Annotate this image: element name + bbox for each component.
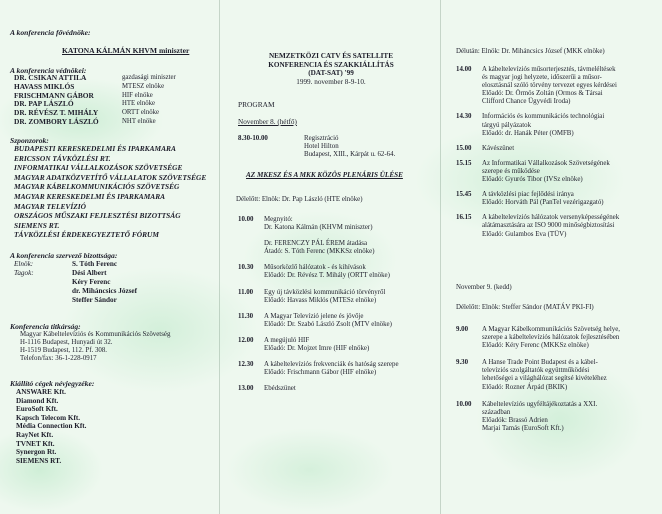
schedule-line: és magyar jogi helyzete, időszerűi a műsor- (482, 74, 602, 82)
sponsor-item: MAGYAR TELEVÍZIÓ (14, 201, 86, 211)
committee-list (14, 260, 214, 305)
committee-row (14, 287, 214, 296)
schedule-item (456, 214, 654, 238)
schedule-topic: Az Informatikai Vállalkozások Szövetségének (482, 159, 610, 167)
schedule-topic: Kábeltelevíziós ugyféltájékoztatás a XXI. (482, 400, 598, 408)
sponsor-item: BUDAPESTI KERESKEDELMI ÉS IPARKAMARA (14, 144, 176, 153)
schedule-line: alátámasztására az ISO 9000 minőségbiztosítási (482, 222, 615, 230)
schedule-line: Előadó: Dr. Szabó László Zsolt (MTV elnöke) (264, 320, 392, 328)
schedule-item (238, 216, 434, 232)
panel-program-day1 (226, 8, 436, 508)
secretariat-line: H-1519 Budapest, 112. Pf. 308. (20, 347, 108, 355)
schedule-line: Előadó: dr. Hanák Péter (OMFB) (482, 129, 574, 137)
host-org: HIF elnöke (122, 91, 153, 99)
schedule-topic: Egy új távközlési kommunikáció törvényről (264, 288, 386, 296)
committee-member: Dési Albert (72, 269, 107, 277)
schedule-item (238, 361, 434, 377)
schedule-item (456, 66, 654, 106)
exhibitors-list (16, 388, 211, 465)
schedule-topic: Kávészünet (482, 144, 515, 152)
committee-row (14, 296, 214, 305)
day2-morning-chair: Délelőtt: Elnök: Steffer Sándor (MATÁV PKI-FI) (456, 304, 594, 311)
schedule-line: Előadó: Dr. Mojzet Imre (HIF elnöke) (264, 345, 370, 353)
schedule-item (238, 313, 434, 329)
sponsor-item: SIEMENS RT. (14, 220, 60, 230)
registration-time: 8.30-10.00 (238, 135, 268, 142)
schedule-line: tárgyú pályázatok (482, 121, 532, 129)
schedule-details (264, 216, 434, 232)
schedule-line: Átadó: S. Tóth Ferenc (MKKSz elnöke) (264, 248, 375, 256)
schedule-line: Dr. Katona Kálmán (KHVM miniszter) (264, 224, 373, 232)
schedule-item (456, 326, 654, 350)
schedule-item (456, 160, 654, 184)
schedule-topic: A kábeltelevíziós frekvenciák és hatóság szerepe (264, 361, 399, 369)
schedule-item (238, 337, 434, 353)
sponsors-heading: Szponzorok: (10, 136, 49, 145)
schedule-topic: Műsorközlő hálózatok - és kihívások (264, 264, 366, 272)
host-name: FRISCHMANN GÁBOR (14, 90, 94, 100)
panel-committees (6, 8, 214, 508)
schedule-details (482, 326, 654, 350)
afternoon-chair: Délután: Elnök: Dr. Miháncsics József (MKK elnöke) (456, 48, 605, 55)
sponsor-item: MAGYAR ADATKÖZVETÍTŐ VÁLLALATOK SZÖVETSÉGE (14, 172, 207, 182)
sponsor-item: INFORMATIKAI VÁLLALKOZÁSOK SZÖVETSÉGE (14, 163, 183, 173)
schedule-time: 15.00 (456, 144, 472, 152)
schedule-details (482, 113, 654, 137)
schedule-time: 15.15 (456, 159, 472, 167)
schedule-time: 12.30 (238, 361, 254, 369)
committee-member: Steffer Sándor (72, 296, 117, 304)
schedule-time: 9.00 (456, 326, 469, 333)
schedule-line: lehetőségei a világhálózat segítsé kivételéhez (482, 375, 607, 383)
schedule-line: Előadó: Dr. Révész T. Mihály (ORTT elnöke) (264, 272, 390, 280)
schedule-line: Előadó: Dr. Örmös Zoltán (Ormos & Társai (482, 90, 603, 98)
hosts-heading: A konferencia védnökei: (10, 66, 87, 75)
secretariat-line: H-1116 Budapest, Hunyadi út 32. (20, 339, 113, 347)
registration-details (304, 135, 395, 159)
schedule-line: Előadó: Frischmann Gábor (HIF elnöke) (264, 369, 377, 377)
hosts-list (14, 74, 214, 127)
schedule-time: 10.00 (238, 216, 254, 223)
committee-role (14, 296, 72, 305)
schedule-details (264, 313, 434, 329)
secretariat-block (20, 331, 214, 363)
committee-role (14, 287, 72, 296)
schedule-details (264, 361, 434, 377)
patron-heading: A konferencia fővédnöke: (10, 28, 91, 37)
schedule-details (482, 214, 654, 238)
sponsor-item: ORSZÁGOS MŰSZAKI FEJLESZTÉSI BIZOTTSÁG (14, 211, 181, 221)
schedule-item (456, 191, 654, 207)
schedule-details (264, 385, 434, 393)
day1-afternoon-schedule (456, 66, 654, 246)
host-name: DR. PAP LÁSZLÓ (14, 99, 74, 109)
schedule-line: elosztásnál szóló törvény tervezet egyes kérdései (482, 82, 617, 90)
schedule-details (264, 240, 434, 256)
schedule-item (456, 401, 654, 433)
secretariat-heading: Konferencia titkárság: (10, 322, 81, 331)
host-org: NHT elnöke (122, 117, 156, 125)
schedule-details (482, 191, 654, 207)
schedule-line: televíziós szolgáltatók együttműködési (482, 367, 590, 375)
sponsor-item: MAGYAR KERESKEDELMI ÉS IPARKAMARA (14, 191, 166, 201)
schedule-time: 13.00 (238, 385, 254, 393)
schedule-topic: Dr. FERENCZY PÁL ÉREM átadása (264, 240, 368, 248)
day1-morning-schedule (238, 216, 434, 401)
schedule-line: szerepe és működése (482, 167, 540, 175)
fold-line-right (440, 0, 441, 514)
exhibitor-item: ANSWARE Kft. (16, 388, 66, 396)
schedule-time: 14.30 (456, 113, 472, 121)
schedule-details (264, 289, 434, 305)
schedule-topic: Megnyitó: (264, 216, 293, 223)
sponsor-item: ERICSSON TÁVKÖZLÉSI RT. (14, 153, 111, 163)
committee-member: S. Tóth Ferenc (72, 260, 118, 268)
committee-row (14, 278, 214, 287)
host-org: ORTT elnöke (122, 109, 160, 117)
schedule-time: 14.00 (456, 66, 472, 73)
schedule-time: 11.00 (238, 288, 254, 296)
fold-line-left (219, 0, 220, 514)
conference-dates: 1999. november 8-9-10. (296, 77, 366, 86)
schedule-item (456, 145, 654, 153)
schedule-details (482, 401, 654, 433)
exhibitors-heading: Kiállító cégek névjegyzéke: (10, 379, 95, 388)
sponsors-list (14, 144, 214, 240)
exhibitor-item: RayNet Kft. (16, 430, 54, 439)
schedule-item (238, 240, 434, 256)
schedule-details (264, 264, 434, 280)
registration-line: Budapest, XIII., Kárpát u. 62-64. (304, 151, 396, 159)
schedule-item (238, 289, 434, 305)
committee-heading: A konferencia szervező bizottsága: (10, 251, 118, 260)
exhibitor-item: SIEMENS RT. (16, 456, 62, 465)
exhibitor-item: Synergon Rt. (16, 448, 57, 457)
title-line-1: NEMZETKÖZI CATV ÉS SATELLITE (268, 52, 394, 60)
committee-member: dr. Miháncsics József (72, 287, 138, 295)
exhibitor-item: TVNET Kft. (16, 439, 55, 448)
schedule-topic: A Magyar Kábelkommunikációs Szövetség helye, (482, 326, 620, 333)
committee-role: Tagok: (14, 269, 34, 277)
conference-title (226, 52, 436, 86)
committee-member: Kéry Ferenc (72, 278, 111, 286)
schedule-time: 16.15 (456, 214, 472, 222)
registration-line: Regisztráció (304, 135, 339, 142)
schedule-topic: Információs és kommunikációs technológiai (482, 113, 605, 121)
schedule-line: Marjai Tamás (EuroSoft Kft.) (482, 424, 564, 432)
exhibitor-item: Kapsch Telecom Kft. (16, 413, 81, 422)
schedule-line: szerepe a kábeltelevíziós hálózatok fejlesztésében (482, 334, 620, 342)
title-line-3: (DAT-SAT) '99 (308, 69, 354, 78)
title-line-2: KONFERENCIA ÉS SZAKKIÁLLÍTÁS (268, 60, 394, 69)
sponsor-item: TÁVKÖZLÉSI ÉRDEKEGYEZTETŐ FÓRUM (14, 230, 159, 240)
day2-heading: November 9. (kedd) (456, 284, 512, 291)
schedule-details (482, 145, 654, 153)
schedule-line: Előadó: Kéry Ferenc (MKKSz elnöke) (482, 342, 589, 350)
schedule-topic: Ebédszünet (264, 385, 296, 393)
host-org: MTESZ elnöke (122, 82, 165, 90)
schedule-time: 15.45 (456, 191, 472, 199)
schedule-line: Előadó: Horváth Pál (PanTel vezérigazgató) (482, 199, 604, 207)
secretariat-line: Magyar Kábeltelevíziós és Kommunikációs Szövetség (20, 331, 171, 338)
host-name: DR. RÉVÉSZ T. MIHÁLY (14, 108, 99, 118)
schedule-item (238, 264, 434, 280)
host-name: HAVASS MIKLÓS (14, 81, 75, 91)
host-name: DR. CSIKAN ATTILA (14, 73, 87, 82)
schedule-details (482, 160, 654, 184)
host-row (14, 118, 214, 127)
schedule-time (238, 240, 264, 256)
schedule-details (264, 337, 434, 353)
schedule-item (238, 385, 434, 393)
schedule-details (482, 359, 654, 391)
schedule-line: Előadó: Havass Miklós (MTESz elnöke) (264, 296, 377, 304)
schedule-item (456, 113, 654, 137)
schedule-details (482, 66, 654, 106)
committee-role (14, 278, 72, 287)
morning-chair: Délelőtt: Elnök: Dr. Pap László (HTE elnöke) (236, 196, 363, 203)
host-name: DR. ZOMBORY LÁSZLÓ (14, 116, 99, 126)
schedule-line: Előadók: Brassó Adrien (482, 416, 548, 424)
schedule-topic: A Hanse Trade Point Budapest és a kábel- (482, 359, 598, 367)
day1-heading: November 8. (hétfő) (238, 118, 297, 126)
schedule-topic: A kábeltelevíziós hálózatok versenyképességének (482, 214, 620, 222)
schedule-time: 10.00 (456, 400, 472, 408)
schedule-line: században (482, 408, 511, 416)
schedule-topic: A távközlési piac fejlődési iránya (482, 191, 574, 199)
day2-morning-schedule (456, 326, 654, 442)
secretariat-line: Telefon/fax: 36-1-228-0917 (20, 355, 97, 363)
schedule-time: 11.30 (238, 312, 254, 320)
committee-role: Elnök: (14, 260, 34, 268)
committee-row (14, 260, 214, 269)
schedule-topic: A Magyar Televízió jelene és jövője (264, 312, 364, 320)
committee-row (14, 269, 214, 278)
schedule-item (456, 359, 654, 391)
exhibitor-item: EuroSoft Kft. (16, 405, 58, 414)
schedule-line: Előadó: Gulambos Eva (TÜV) (482, 230, 567, 238)
registration-line: Hotel Hilton (304, 143, 339, 151)
sponsor-item: MAGYAR KÁBELKOMMUNIKÁCIÓS SZÖVETSÉG (14, 182, 180, 192)
schedule-topic: A megújuló HIF (264, 336, 310, 344)
plenary-heading: AZ MKESZ ÉS A MKK KÖZÖS PLENÁRIS ÜLÉSE (246, 171, 403, 179)
patron-name: KATONA KÁLMÁN KHVM miniszter (62, 46, 190, 55)
panel-program-afternoon (446, 8, 656, 508)
host-org: gazdasági miniszter (122, 74, 176, 81)
schedule-topic: A kábeltelevíziós műsorterjesztés, távmeléltések (482, 66, 616, 73)
schedule-time: 10.30 (238, 264, 254, 272)
schedule-time: 9.30 (456, 359, 469, 367)
schedule-line: Előadó: Rozner Árpád (BKIK) (482, 383, 568, 391)
schedule-line: Clifford Chance Ügyvédi Iroda) (482, 98, 571, 106)
host-org: HTE elnöke (122, 100, 156, 108)
schedule-line: Előadó: Gyurós Tibor (IVSz elnöke) (482, 176, 583, 184)
program-heading: PROGRAM (238, 100, 275, 109)
exhibitor-item: Média Connection Kft. (16, 422, 87, 431)
exhibitor-item: Diamond Kft. (16, 396, 59, 405)
schedule-time: 12.00 (238, 336, 254, 344)
